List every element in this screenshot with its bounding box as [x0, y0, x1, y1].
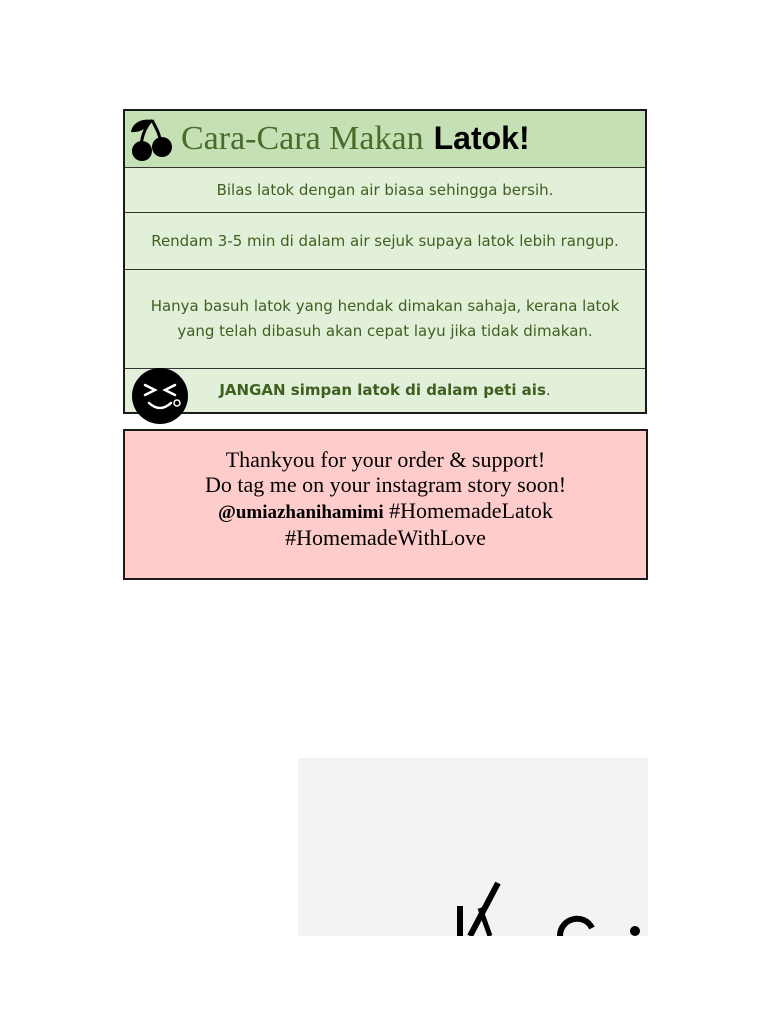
- warning-rest: simpan latok di dalam peti ais: [285, 381, 546, 399]
- hashtag: #HomemadeLatok: [383, 497, 553, 523]
- instruction-row: [125, 168, 645, 213]
- note-tags: [218, 498, 553, 526]
- warning-end: .: [545, 381, 551, 399]
- instructions-card: [123, 109, 647, 414]
- note-line: Thankyou for your order & support!: [225, 446, 546, 472]
- card-title: [181, 120, 530, 158]
- instruction-text: Rendam 3-5 min di dalam air sejuk supaya latok lebih rangup.: [151, 231, 619, 250]
- thankyou-note: [123, 429, 648, 580]
- title-bold: Latok!: [433, 120, 530, 156]
- instruction-text: Bilas latok dengan air biasa sehingga bersih.: [216, 180, 554, 199]
- instruction-text: Hanya basuh latok yang hendak dimakan sahaja, kerana latok yang telah dibasuh akan cepat layu jika tidak dimakan.: [150, 297, 620, 340]
- note-line: Do tag me on your instagram story soon!: [204, 472, 567, 497]
- instagram-handle: @umiazhanihamimi: [218, 501, 384, 523]
- instruction-row: [125, 270, 645, 369]
- warning-lead: JANGAN: [219, 381, 286, 399]
- hashtag: #HomemadeWithLove: [285, 525, 486, 550]
- instruction-row: [125, 213, 645, 270]
- cherry-icon: [128, 116, 176, 162]
- title-main: Cara-Cara Makan: [181, 120, 424, 157]
- handwriting-graphic: [298, 758, 648, 936]
- squinting-face-icon: [131, 367, 189, 425]
- card-header: [125, 111, 645, 168]
- warning-text: [219, 378, 550, 403]
- warning-row: [125, 369, 645, 412]
- photo-preview: [298, 758, 648, 936]
